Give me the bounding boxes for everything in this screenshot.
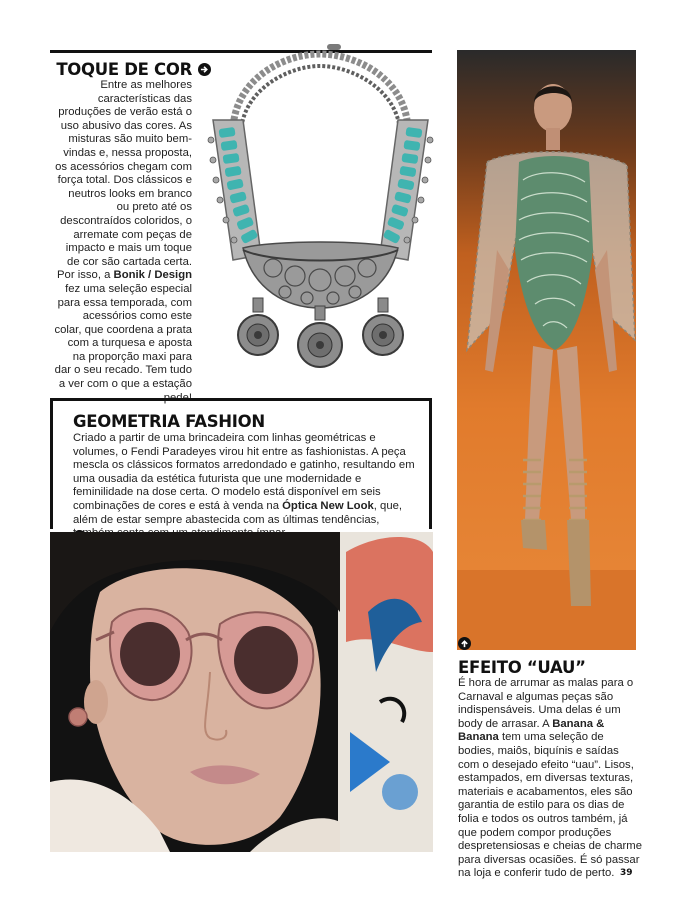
- pendant-center: [298, 306, 342, 367]
- body-text-part: Entre as melhores características das produções de verão está o uso abusivo das cores. As misturas são muito bem-vindas e, nessa proposta, os acessórios chegam com força total. Dos clássicos e neutros looks em branco ou preto até os descontraídos coloridos, o arremate com peças de impacto e mais um toque de cor são cartada certa. Por isso, a: [55, 79, 192, 282]
- pendant-right: [363, 298, 403, 355]
- body-text-part: Criado a partir de uma brincadeira com linhas geométricas e volumes, o Fendi Paradeyes virou hit entre as fashionistas. A peça mescla os clássicos formatos arredondado e gatinho, resultando em uma ousadia da estética futurista que une modernidade e feminilidade na dose certa. O modelo está disponível em seis combinações de cores e está à venda na: [73, 432, 415, 512]
- section-title-toque-de-cor: TOQUE DE COR: [56, 60, 192, 79]
- section-body-toque-de-cor: [54, 79, 192, 405]
- brand-name: Bonik / Design: [113, 269, 192, 282]
- section-title-geometria-fashion: GEOMETRIA FASHION: [73, 412, 265, 431]
- body-text-part: É hora de arrumar as malas para o Carnaval e algumas peças são indispensáveis. Uma delas é um body de arrasar. A: [458, 677, 634, 730]
- body-text-part: fez uma seleção especial para essa temporada, com acessórios como este colar, que coordena a prata com a turquesa e aposta na proporção maxi para dar o seu recado. Tem tudo a ver com o que a estação pede!: [54, 282, 192, 404]
- section-body-geometria-fashion: [73, 432, 421, 541]
- pendant-left: [238, 298, 278, 355]
- runway-model-photo: [457, 50, 636, 650]
- necklace-image: [203, 40, 438, 385]
- arrow-up-icon: [458, 637, 471, 650]
- brand-name: Banana & Banana: [458, 717, 605, 744]
- body-text-part: , que, além de estar sempre abastecida com as últimas tendências,: [73, 499, 403, 526]
- section-title-efeito-uau: EFEITO “UAU”: [458, 658, 586, 677]
- page-number: 39: [620, 868, 633, 878]
- body-text-part: tem uma seleção de bodies, maiôs, biquínis e saídas com o desejado efeito “uau”. Lisos, estampados, em diversas texturas, materiais e acabamentos, eles são garantia de estilo para os dias de folia e todos os outros também, já que podem compor produções despretensiosas e cheias de charme para diversas ocasiões. É só passar na loja e conferir tudo de perto.: [458, 731, 642, 880]
- section-body-efeito-uau: [458, 677, 642, 881]
- brand-name: Óptica New Look: [282, 499, 374, 512]
- sunglasses-model-photo: [50, 532, 433, 852]
